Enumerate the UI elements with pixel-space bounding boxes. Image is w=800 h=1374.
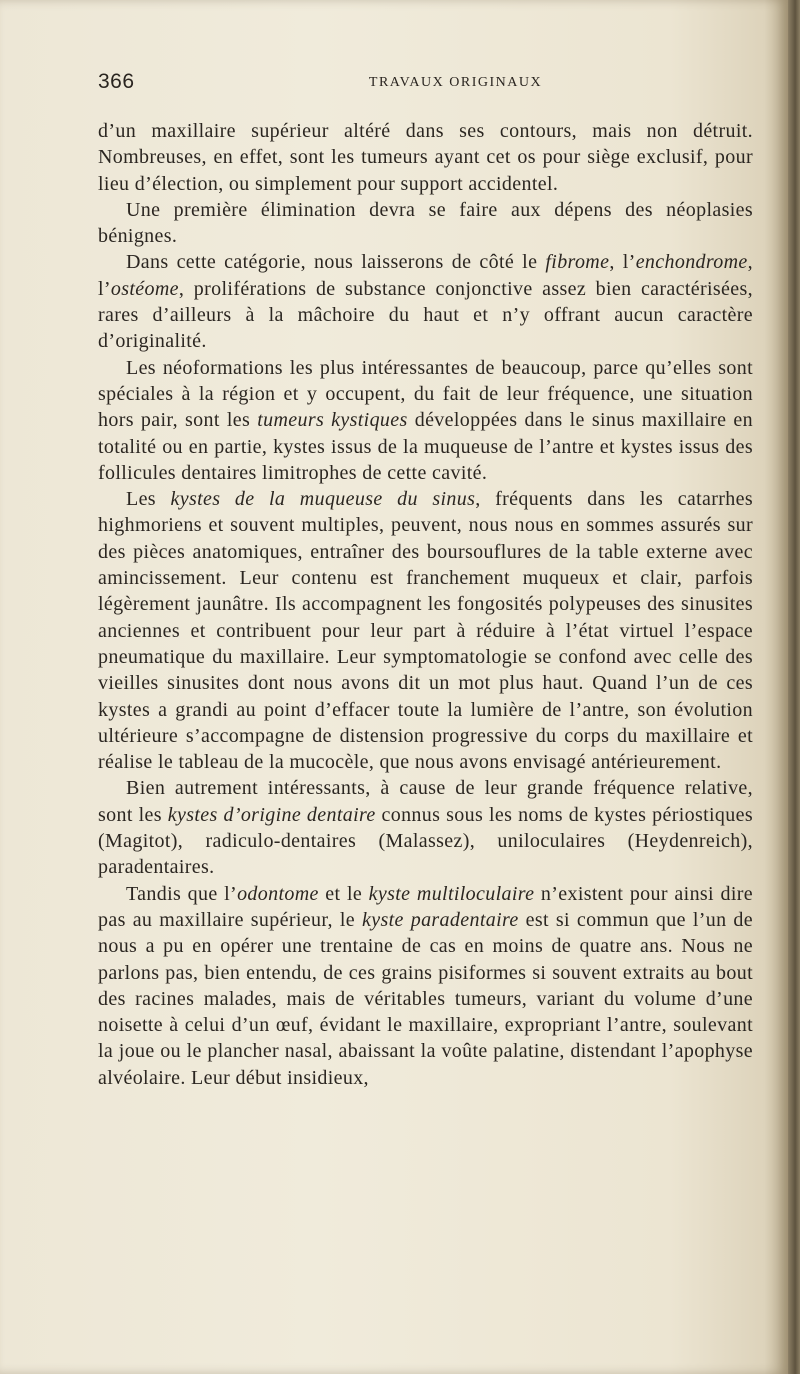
paragraph: [98, 881, 753, 1091]
italic-term: odontome: [237, 882, 319, 905]
text-run: d’un maxillaire supérieur altéré dans ses contours, mais non détruit. Nombreuses, en effet, sont les tumeurs ayant cet os pour siège exclusif, pour lieu d’élection, ou simplement pour support accidentel.: [98, 120, 753, 195]
page-number: 366: [98, 70, 135, 93]
text-run: est si commun que l’un de nous a pu en opérer une trentaine de cas en moins de quatre ans. Nous ne parlons pas, bien entendu, de ces grains pisiformes si souvent extraits au bout des racines malades, mais de véritables tumeurs, variant du volume d’une noisette à celui d’un œuf, évidant le maxillaire, expropriant l’antre, soulevant la joue ou le plancher nasal, abaissant la voûte palatine, distendant l’apophyse alvéolaire. Leur début insidieux,: [98, 908, 754, 1089]
text-run: n’existent pour ainsi dire pas au maxillaire supérieur, le: [98, 882, 753, 931]
italic-term: kyste multiloculaire: [368, 882, 535, 905]
italic-term: enchondrome: [635, 251, 748, 274]
paragraph: [98, 775, 753, 880]
text-run: , l’: [98, 251, 754, 300]
italic-term: ostéome: [110, 277, 179, 300]
text-run: , fréquents dans les catarrhes highmoriens et souvent multiples, peuvent, nous nous en sommes assurés sur des pièces anatomiques, entraîner des boursouflures de la table externe avec amincissement. Leur contenu est franchement muqueux et clair, parfois légèrement jaunâtre. Ils accompagnent les fongosités polypeuses des sinusites anciennes et contribuent pour leur part à réduire à l’état virtuel l’espace pneumatique du maxillaire. Leur symptomatologie se confond avec celle des vieilles sinusites dont nous avons dit un mot plus haut. Quand l’un de ces kystes a grandi au point d’effacer toute la lumière de l’antre, son évolution ultérieure s’accompagne de distension progressive du corps du maxillaire et réalise le tableau de la mucocèle, que nous avons envisagé antérieurement.: [98, 488, 754, 774]
page-header: [98, 70, 753, 100]
text-run: , l’: [609, 251, 636, 274]
italic-term: fibrome: [545, 251, 610, 274]
paragraph: [98, 118, 753, 197]
italic-term: kystes d’origine dentaire: [167, 803, 376, 826]
text-run: Bien autrement intéressants, à cause de leur grande fréquence relative, sont les: [98, 777, 753, 826]
paragraph: [98, 197, 753, 250]
running-head: TRAVAUX ORIGINAUX: [368, 75, 543, 90]
italic-term: tumeurs kystiques: [257, 409, 408, 432]
italic-term: kystes de la muqueuse du sinus: [170, 488, 476, 511]
text-run: développées dans le sinus maxillaire en totalité ou en partie, kystes issus de la muqueuse de l’antre et kystes issus des follicules dentaires limitrophes de cette cavité.: [98, 409, 754, 484]
paragraph: [98, 249, 753, 354]
text-run: et le: [318, 882, 369, 905]
text-run: connus sous les noms de kystes périostiques (Magitot), radiculo-dentaires (Malassez), uniloculaires (Heydenreich), paradentaires.: [98, 803, 753, 879]
book-gutter-edge: [788, 0, 800, 1374]
text-run: , proliférations de substance conjonctive assez bien caractérisées, rares d’ailleurs à la mâchoire du haut et n’y offrant aucun caractère d’originalité.: [98, 277, 753, 353]
body-text: [98, 118, 753, 1091]
text-run: Une première élimination devra se faire aux dépens des néoplasies bénignes.: [98, 198, 753, 248]
text-run: Tandis que l’: [126, 882, 238, 905]
paragraph: [98, 486, 753, 775]
text-run: Les néoformations les plus intéressantes de beaucoup, parce qu’elles sont spéciales à la région et y occupent, du fait de leur fréquence, une situation hors pair, sont les: [98, 356, 753, 432]
text-run: Dans cette catégorie, nous laisserons de côté le: [126, 251, 546, 274]
paragraph: [98, 355, 753, 486]
text-run: Les: [126, 488, 171, 511]
italic-term: kyste paradentaire: [362, 908, 519, 931]
